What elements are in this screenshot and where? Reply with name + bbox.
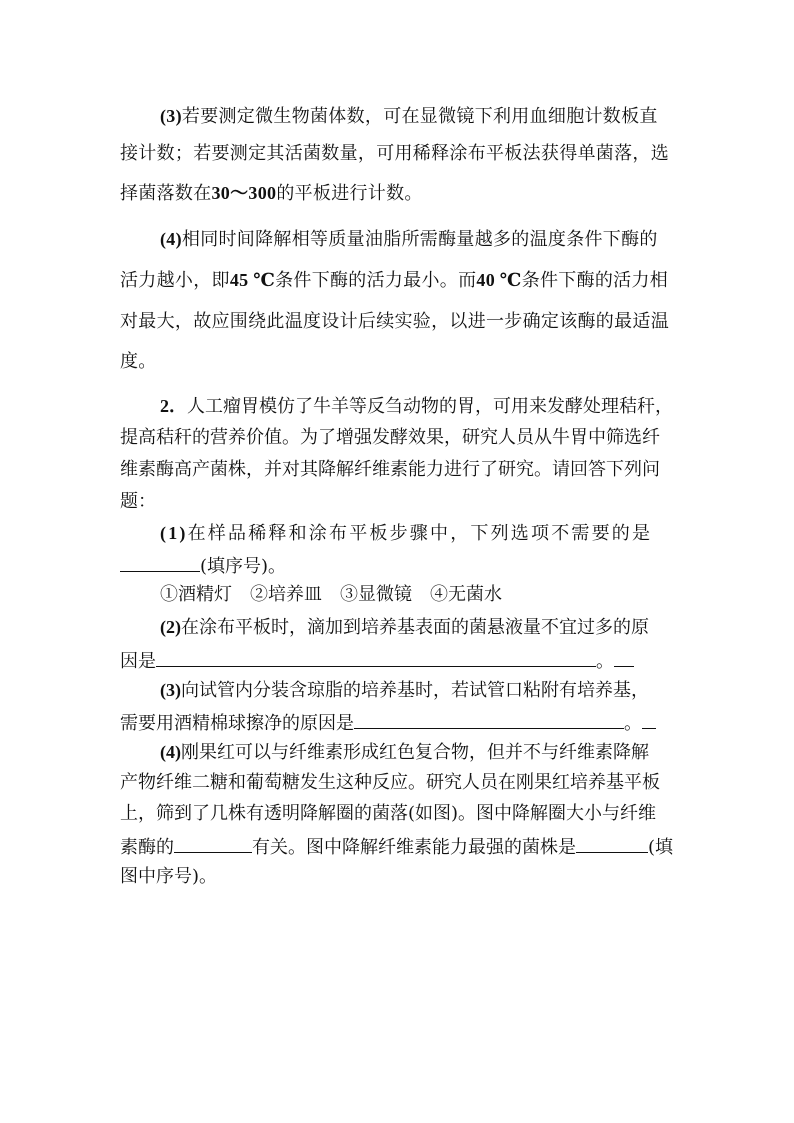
- subquestion-4-line-2: [120, 772, 660, 794]
- subquestion-4-text-2: 产物纤维二糖和葡萄糖发生这种反应。研究人员在刚果红培养基平板: [120, 772, 660, 793]
- answer-4-line-4: [120, 351, 157, 373]
- subquestion-2-label: (2): [160, 617, 181, 637]
- answer-4-line-1: [160, 228, 658, 251]
- subquestion-3-text-1: 向试管内分装含琼脂的培养基时，若试管口粘附有培养基，: [181, 680, 649, 701]
- subquestion-3-line-1: [160, 679, 649, 702]
- subquestion-2-text-2b: 。: [596, 651, 614, 672]
- answer-3-label: (3): [160, 106, 182, 126]
- answer-4-text-3: 对最大，故应围绕此温度设计后续实验，以进一步确定该酶的最适温: [120, 311, 669, 332]
- answer-4-line-2: [120, 269, 668, 292]
- answer-4-text-1: 相同时间降解相等质量油脂所需酶量越多的温度条件下酶的: [181, 229, 658, 250]
- subquestion-4-label: (4): [160, 742, 181, 762]
- answer-3-line-2: [120, 143, 669, 165]
- question-2-stem-2: 提高秸秆的营养价值。为了增强发酵效果，研究人员从牛胃中筛选纤: [120, 427, 660, 448]
- answer-blank-1[interactable]: [120, 553, 200, 572]
- answer-blank-2[interactable]: [156, 648, 596, 667]
- answer-4-text-2a: 活力越小，即: [120, 270, 230, 291]
- answer-3-line-1: [160, 105, 658, 128]
- subquestion-4-line-3: [120, 803, 656, 825]
- answer-3-line-3: [120, 182, 423, 205]
- subquestion-1-text-1: 在样品稀释和涂布平板步骤中，下列选项不需要的是: [187, 523, 653, 544]
- answer-4-text-2c: 条件下酶的活力相: [521, 270, 669, 291]
- answer-blank-3[interactable]: [354, 710, 624, 729]
- question-2-number: 2．: [160, 396, 187, 416]
- subquestion-4-text-4b: 有关。图中降解纤维素能力最强的菌株是: [252, 837, 576, 858]
- question-2-stem-1: 人工瘤胃模仿了牛羊等反刍动物的胃，可用来发酵处理秸秆，: [187, 396, 673, 417]
- question-2-stem-3: 维素酶高产菌株，并对其降解纤维素能力进行了研究。请回答下列问: [120, 459, 660, 480]
- answer-blank-2-tail: [614, 648, 634, 667]
- answer-3-text-3a: 择菌落数在: [120, 183, 212, 204]
- answer-blank-5[interactable]: [576, 834, 648, 853]
- answer-3-text-2: 接计数；若要测定其活菌数量，可用稀释涂布平板法获得单菌落，选: [120, 143, 669, 164]
- subquestion-4-text-5: 图中序号)。: [120, 866, 218, 887]
- answer-4-temp-2: 40 ℃: [476, 270, 522, 290]
- subquestion-3-label: (3): [160, 680, 181, 700]
- subquestion-1-options: [160, 584, 502, 606]
- subquestion-2-text-1: 在涂布平板时，滴加到培养基表面的菌悬液量不宜过多的原: [181, 617, 649, 638]
- answer-4-temp-1: 45 ℃: [229, 270, 276, 290]
- subquestion-4-line-5: [120, 866, 217, 888]
- subquestion-1-line-1: [160, 522, 652, 545]
- answer-4-label: (4): [160, 229, 182, 249]
- subquestion-4-line-1: [160, 741, 649, 764]
- subquestion-3-text-2b: 。: [624, 713, 642, 734]
- question-2-line-2: [120, 427, 660, 449]
- question-2-stem-4: 题：: [120, 491, 156, 512]
- subquestion-4-line-4: [120, 834, 673, 859]
- answer-blank-4[interactable]: [174, 834, 252, 853]
- subquestion-1-options-text: ①酒精灯 ②培养皿 ③显微镜 ④无菌水: [160, 584, 502, 605]
- subquestion-3-line-2: [120, 710, 656, 735]
- subquestion-2-line-2: [120, 648, 634, 673]
- subquestion-1-label: (1): [160, 523, 188, 543]
- answer-3-text-1: 若要测定微生物菌体数，可在显微镜下利用血细胞计数板直: [181, 106, 658, 127]
- subquestion-2-line-1: [160, 616, 649, 639]
- subquestion-2-text-2a: 因是: [120, 651, 156, 672]
- subquestion-1-text-2: (填序号)。: [200, 556, 287, 577]
- subquestion-1-line-2: [120, 553, 286, 578]
- answer-4-text-2b: 条件下酶的活力最小。而: [275, 270, 477, 291]
- answer-4-line-3: [120, 311, 669, 333]
- subquestion-4-text-4a: 素酶的: [120, 837, 174, 858]
- subquestion-4-text-4c: (填: [648, 837, 674, 858]
- answer-3-range: 30～300: [211, 183, 277, 203]
- subquestion-3-text-2a: 需要用酒精棉球擦净的原因是: [120, 713, 354, 734]
- question-2-line-1: [160, 395, 673, 418]
- subquestion-4-text-3: 上，筛到了几株有透明降解圈的菌落(如图)。图中降解圈大小与纤维: [120, 803, 657, 824]
- answer-4-text-4: 度。: [120, 351, 157, 372]
- answer-blank-3-tail: [642, 710, 656, 729]
- subquestion-4-text-1: 刚果红可以与纤维素形成红色复合物，但并不与纤维素降解: [181, 742, 649, 763]
- question-2-line-3: [120, 459, 660, 481]
- answer-3-text-3b: 的平板进行计数。: [276, 183, 423, 204]
- question-2-line-4: [120, 491, 156, 513]
